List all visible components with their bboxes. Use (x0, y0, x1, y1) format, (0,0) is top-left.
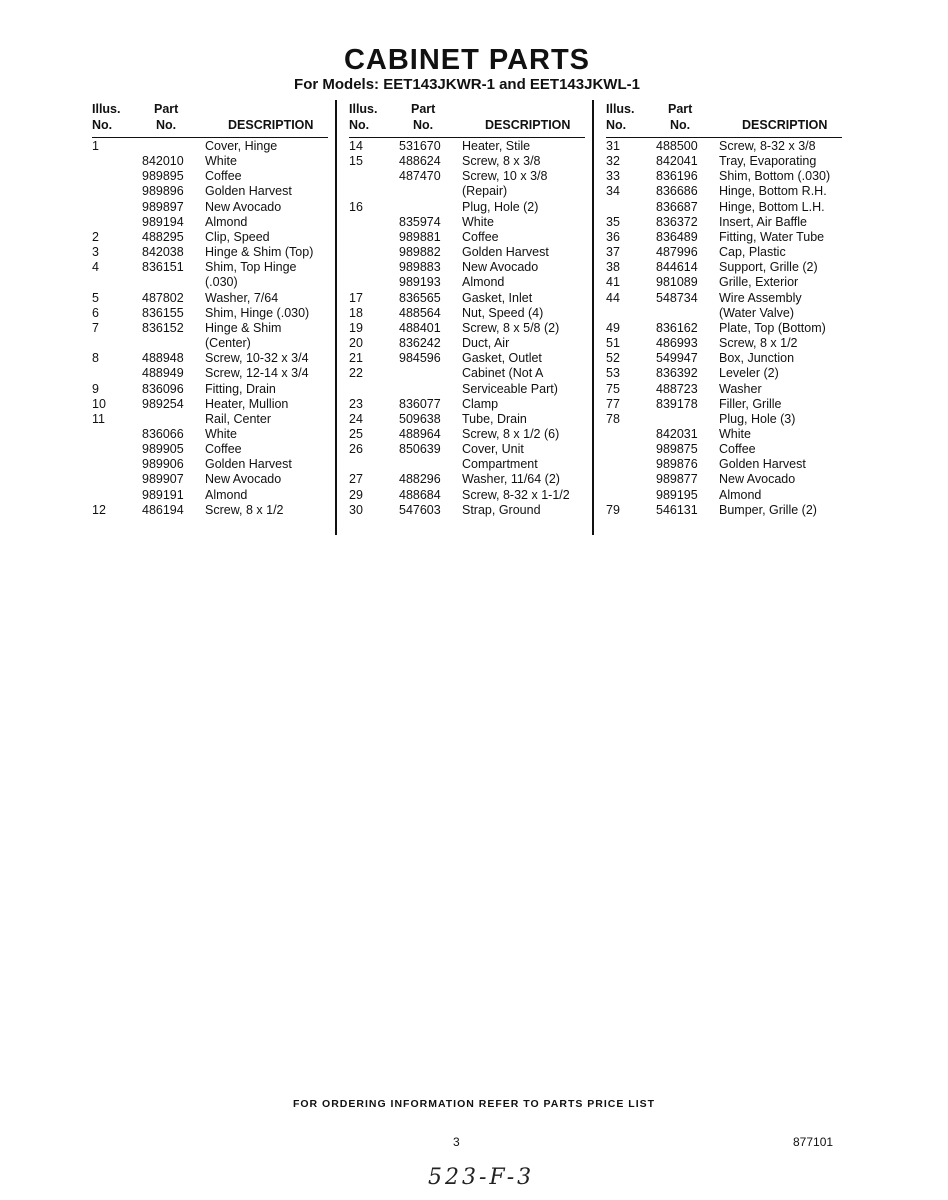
description: Heater, Stile (462, 139, 531, 153)
part-number: 488948 (142, 351, 184, 366)
part-number: 839178 (656, 396, 698, 411)
illus-number: 6 (92, 305, 99, 320)
part-number: 488500 (656, 139, 698, 153)
column-divider (592, 100, 594, 535)
description: Screw, 10 x 3/8 (462, 169, 548, 184)
part-number: 836151 (142, 260, 184, 275)
table-row (92, 488, 328, 503)
description: Support, Grille (2) (719, 260, 818, 275)
table-row (92, 397, 328, 412)
illus-number: 34 (606, 184, 620, 199)
table-row (92, 154, 328, 169)
illus-number: 22 (349, 366, 363, 381)
description: Fitting, Water Tube (719, 229, 825, 244)
table-row (606, 215, 842, 230)
illus-number: 32 (606, 154, 620, 169)
header-desc: DESCRIPTION (742, 118, 828, 132)
table-row (349, 336, 585, 351)
description: Plug, Hole (2) (462, 199, 539, 214)
table-row (606, 230, 842, 245)
table-row (606, 321, 842, 336)
header-illus2: No. (92, 118, 113, 132)
part-number: 836565 (399, 290, 441, 305)
models-subtitle: For Models: EET143JKWR-1 and EET143JKWL-1 (294, 76, 640, 93)
part-number: 549947 (656, 351, 698, 366)
description: Shim, Bottom (.030) (719, 169, 831, 184)
table-row (92, 169, 328, 184)
part-number: 488964 (399, 426, 441, 441)
part-number: 989875 (656, 442, 698, 457)
part-number: 989881 (399, 229, 441, 244)
header-part1: Part (411, 102, 436, 116)
description: Hinge, Bottom L.H. (719, 199, 825, 214)
part-number: 836242 (399, 336, 441, 351)
table-row (349, 503, 585, 518)
table-row (349, 275, 585, 290)
header-desc: DESCRIPTION (228, 118, 314, 132)
table-row (349, 260, 585, 275)
description: Strap, Ground (462, 502, 541, 517)
table-row (349, 230, 585, 245)
illus-number: 35 (606, 214, 620, 229)
column-header (349, 100, 585, 138)
table-row (92, 412, 328, 427)
description: Cap, Plastic (719, 245, 786, 260)
part-number: 531670 (399, 139, 441, 153)
part-number: 487996 (656, 245, 698, 260)
part-number: 488401 (399, 320, 441, 335)
table-row (349, 215, 585, 230)
description: New Avocado (205, 472, 282, 487)
table-row (349, 184, 585, 199)
description: Screw, 8 x 3/8 (462, 154, 541, 169)
description: Shim, Hinge (.030) (205, 305, 310, 320)
illus-number: 41 (606, 275, 620, 290)
table-row (606, 275, 842, 290)
description: Golden Harvest (205, 184, 292, 199)
part-number: 487470 (399, 169, 441, 184)
part-number: 509638 (399, 411, 441, 426)
header-desc: DESCRIPTION (485, 118, 571, 132)
description: Coffee (719, 442, 756, 457)
table-row (92, 215, 328, 230)
description: Compartment (462, 457, 538, 472)
illus-number: 17 (349, 290, 363, 305)
parts-column-3 (606, 100, 842, 518)
illus-number: 14 (349, 139, 363, 153)
header-illus1: Illus. (92, 102, 121, 116)
page-title: CABINET PARTS (343, 44, 591, 76)
table-row (92, 472, 328, 487)
description: Coffee (462, 229, 499, 244)
part-number: 989882 (399, 245, 441, 260)
description: Washer, 7/64 (205, 290, 279, 305)
part-number: 842038 (142, 245, 184, 260)
description: New Avocado (462, 260, 539, 275)
table-row (92, 382, 328, 397)
part-number: 989193 (399, 275, 441, 290)
part-number: 989191 (142, 487, 184, 502)
part-number: 981089 (656, 275, 698, 290)
table-row (92, 291, 328, 306)
table-row (606, 184, 842, 199)
table-row (92, 457, 328, 472)
table-row (349, 351, 585, 366)
description: Leveler (2) (719, 366, 779, 381)
table-row (92, 321, 328, 336)
description: Screw, 12-14 x 3/4 (205, 366, 309, 381)
part-number: 488295 (142, 229, 184, 244)
table-row (606, 442, 842, 457)
illus-number: 11 (92, 411, 105, 426)
illus-number: 26 (349, 442, 363, 457)
table-row (606, 366, 842, 381)
part-number: 546131 (656, 502, 698, 517)
illus-number: 9 (92, 381, 99, 396)
illus-number: 49 (606, 320, 620, 335)
description: (.030) (205, 275, 238, 290)
part-number: 488684 (399, 487, 441, 502)
table-row (349, 457, 585, 472)
part-number: 836162 (656, 320, 698, 335)
table-row (92, 427, 328, 442)
description: Serviceable Part) (462, 381, 558, 396)
parts-column-1 (92, 100, 328, 518)
document-number: 877101 (793, 1135, 834, 1149)
table-row (606, 382, 842, 397)
illus-number: 53 (606, 366, 620, 381)
table-row (606, 412, 842, 427)
description: Cover, Unit (462, 442, 524, 457)
header-illus2: No. (606, 118, 627, 132)
part-number: 989194 (142, 214, 184, 229)
description: Insert, Air Baffle (719, 214, 808, 229)
table-row (349, 427, 585, 442)
ordering-note: FOR ORDERING INFORMATION REFER TO PARTS PRICE LIST (292, 1098, 656, 1110)
part-number: 548734 (656, 290, 698, 305)
description: Almond (205, 487, 248, 502)
description: Screw, 8 x 1/2 (6) (462, 426, 560, 441)
description: Golden Harvest (462, 245, 549, 260)
column-divider (335, 100, 337, 535)
table-row (92, 184, 328, 199)
part-number: 989254 (142, 396, 184, 411)
part-number: 836686 (656, 184, 698, 199)
illus-number: 3 (92, 245, 99, 260)
part-number: 989907 (142, 472, 184, 487)
description: Duct, Air (462, 336, 510, 351)
table-row (606, 139, 842, 154)
table-row (606, 336, 842, 351)
description: Tube, Drain (462, 411, 527, 426)
description: Nut, Speed (4) (462, 305, 544, 320)
table-row (92, 139, 328, 154)
part-number: 989895 (142, 169, 184, 184)
illus-number: 12 (92, 502, 106, 517)
table-row (92, 306, 328, 321)
description: Wire Assembly (719, 290, 802, 305)
illus-number: 77 (606, 396, 620, 411)
table-row (92, 351, 328, 366)
part-number: 488624 (399, 154, 441, 169)
illus-number: 44 (606, 290, 620, 305)
part-number: 989896 (142, 184, 184, 199)
table-row (606, 427, 842, 442)
part-number: 836489 (656, 229, 698, 244)
illus-number: 1 (92, 139, 99, 153)
description: Fitting, Drain (205, 381, 276, 396)
description: Washer (719, 381, 762, 396)
part-number: 488564 (399, 305, 441, 320)
table-row (92, 245, 328, 260)
illus-number: 2 (92, 229, 99, 244)
part-number: 836077 (399, 396, 441, 411)
header-part2: No. (670, 118, 691, 132)
illus-number: 29 (349, 487, 363, 502)
parts-column-2 (349, 100, 585, 518)
description: Coffee (205, 169, 242, 184)
description: (Repair) (462, 184, 508, 199)
part-number: 842010 (142, 154, 184, 169)
part-number: 488296 (399, 472, 441, 487)
part-number: 989897 (142, 199, 184, 214)
description: White (719, 426, 751, 441)
description: Plug, Hole (3) (719, 411, 796, 426)
table-row (349, 382, 585, 397)
part-number: 836392 (656, 366, 698, 381)
part-number: 984596 (399, 351, 441, 366)
illus-number: 27 (349, 472, 363, 487)
table-row (606, 169, 842, 184)
description: Gasket, Outlet (462, 351, 542, 366)
description: Tray, Evaporating (719, 154, 817, 169)
description: Almond (205, 214, 248, 229)
header-part2: No. (156, 118, 177, 132)
description: Golden Harvest (719, 457, 806, 472)
table-row (606, 351, 842, 366)
part-number: 842041 (656, 154, 698, 169)
part-number: 989877 (656, 472, 698, 487)
description: Screw, 8 x 5/8 (2) (462, 320, 560, 335)
part-number: 850639 (399, 442, 441, 457)
description: Grille, Exterior (719, 275, 799, 290)
part-number: 989195 (656, 487, 698, 502)
table-row (349, 291, 585, 306)
illus-number: 5 (92, 290, 99, 305)
part-number: 487802 (142, 290, 184, 305)
part-number: 989883 (399, 260, 441, 275)
table-row (349, 442, 585, 457)
header-illus1: Illus. (349, 102, 378, 116)
part-number: 488949 (142, 366, 184, 381)
description: White (462, 214, 494, 229)
part-number: 989906 (142, 457, 184, 472)
column-header (606, 100, 842, 138)
table-row (606, 200, 842, 215)
description: Plate, Top (Bottom) (719, 320, 826, 335)
header-part2: No. (413, 118, 434, 132)
table-row (349, 200, 585, 215)
table-row (349, 306, 585, 321)
table-row (349, 472, 585, 487)
description: New Avocado (205, 199, 282, 214)
table-row (349, 139, 585, 154)
description: Bumper, Grille (2) (719, 502, 817, 517)
table-row (349, 366, 585, 381)
description: Screw, 8-32 x 3/8 (719, 139, 816, 153)
description: Box, Junction (719, 351, 795, 366)
description: Cabinet (Not A (462, 366, 544, 381)
table-row (349, 397, 585, 412)
description: Golden Harvest (205, 457, 292, 472)
table-row (606, 397, 842, 412)
table-row (606, 245, 842, 260)
part-number: 989905 (142, 442, 184, 457)
illus-number: 31 (606, 139, 620, 153)
illus-number: 52 (606, 351, 620, 366)
illus-number: 38 (606, 260, 620, 275)
table-row (349, 321, 585, 336)
description: Screw, 8 x 1/2 (719, 336, 798, 351)
part-number: 836096 (142, 381, 184, 396)
handwritten-annotation: 523-F-3 (428, 1165, 535, 1190)
illus-number: 25 (349, 426, 363, 441)
illus-number: 30 (349, 502, 363, 517)
description: New Avocado (719, 472, 796, 487)
illus-number: 78 (606, 411, 620, 426)
illus-number: 16 (349, 199, 363, 214)
illus-number: 4 (92, 260, 99, 275)
table-row (92, 366, 328, 381)
description: Screw, 10-32 x 3/4 (205, 351, 309, 366)
part-number: 836687 (656, 199, 698, 214)
illus-number: 23 (349, 396, 363, 411)
header-illus2: No. (349, 118, 370, 132)
description: Filler, Grille (719, 396, 782, 411)
table-row (606, 488, 842, 503)
description: Almond (719, 487, 762, 502)
part-number: 836196 (656, 169, 698, 184)
table-row (92, 442, 328, 457)
illus-number: 18 (349, 305, 363, 320)
column-header (92, 100, 328, 138)
part-number: 989876 (656, 457, 698, 472)
illus-number: 33 (606, 169, 620, 184)
description: Hinge & Shim (Top) (205, 245, 314, 260)
description: (Water Valve) (719, 305, 795, 320)
table-row (606, 306, 842, 321)
table-row (92, 503, 328, 518)
table-row (349, 169, 585, 184)
description: Washer, 11/64 (2) (462, 472, 560, 487)
table-row (92, 200, 328, 215)
illus-number: 20 (349, 336, 363, 351)
part-number: 547603 (399, 502, 441, 517)
description: Clip, Speed (205, 229, 270, 244)
illus-number: 21 (349, 351, 363, 366)
table-row (349, 412, 585, 427)
description: Almond (462, 275, 505, 290)
part-number: 486993 (656, 336, 698, 351)
table-row (606, 291, 842, 306)
part-number: 835974 (399, 214, 441, 229)
description: Shim, Top Hinge (205, 260, 297, 275)
description: Screw, 8 x 1/2 (205, 502, 284, 517)
page-number: 3 (453, 1135, 460, 1149)
table-row (606, 260, 842, 275)
description: Clamp (462, 396, 499, 411)
illus-number: 10 (92, 396, 106, 411)
illus-number: 24 (349, 411, 363, 426)
part-number: 488723 (656, 381, 698, 396)
table-row (606, 457, 842, 472)
description: Cover, Hinge (205, 139, 278, 153)
description: (Center) (205, 336, 251, 351)
header-illus1: Illus. (606, 102, 635, 116)
part-number: 836372 (656, 214, 698, 229)
description: White (205, 426, 237, 441)
table-row (92, 336, 328, 351)
part-number: 842031 (656, 426, 698, 441)
description: Screw, 8-32 x 1-1/2 (462, 487, 570, 502)
table-row (92, 260, 328, 275)
part-number: 836155 (142, 305, 184, 320)
table-row (349, 154, 585, 169)
illus-number: 51 (606, 336, 620, 351)
illus-number: 8 (92, 351, 99, 366)
illus-number: 15 (349, 154, 363, 169)
part-number: 836152 (142, 320, 184, 335)
table-row (349, 245, 585, 260)
description: Heater, Mullion (205, 396, 289, 411)
header-part1: Part (668, 102, 693, 116)
table-row (606, 472, 842, 487)
description: Rail, Center (205, 411, 271, 426)
part-number: 486194 (142, 502, 184, 517)
table-row (606, 154, 842, 169)
description: Hinge & Shim (205, 320, 282, 335)
table-row (606, 503, 842, 518)
description: White (205, 154, 237, 169)
description: Coffee (205, 442, 242, 457)
illus-number: 19 (349, 320, 363, 335)
illus-number: 75 (606, 381, 620, 396)
part-number: 836066 (142, 426, 184, 441)
illus-number: 37 (606, 245, 620, 260)
illus-number: 79 (606, 502, 620, 517)
description: Hinge, Bottom R.H. (719, 184, 827, 199)
table-row (92, 275, 328, 290)
table-row (92, 230, 328, 245)
illus-number: 36 (606, 229, 620, 244)
illus-number: 7 (92, 320, 99, 335)
part-number: 844614 (656, 260, 698, 275)
table-row (349, 488, 585, 503)
header-part1: Part (154, 102, 179, 116)
description: Gasket, Inlet (462, 290, 533, 305)
